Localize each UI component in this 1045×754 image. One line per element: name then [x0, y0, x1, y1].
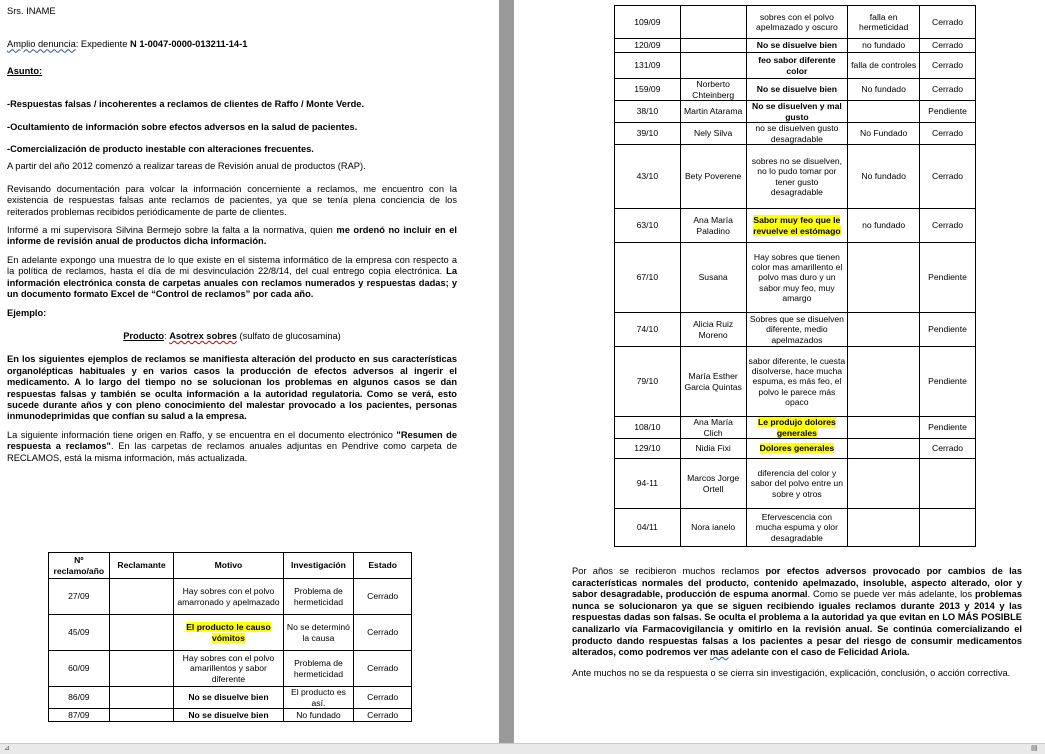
table-row: [615, 123, 976, 145]
cell-claimant: [109, 615, 174, 651]
cell-claimant: [680, 6, 746, 39]
cell-claim-number: 79/10: [615, 347, 681, 417]
cell-reason: No se disuelven y mal gusto: [746, 101, 848, 123]
header-status: Estado: [354, 553, 412, 579]
cell-claim-number: 87/09: [49, 709, 110, 722]
product-line: Producto: Asotrex sobres (sulfato de glucosamina): [123, 330, 341, 341]
paragraph-source: La siguiente información tiene origen en Raffo, y se encuentra en el documento electrónico "Resumen de respuesta a reclamos". En las carpetas de reclamos anuales adjuntas en Pendrive como carpeta de RECLAMOS, está la misma información, más actualizada.: [7, 429, 457, 463]
cell-reason: sobres no se disuelven, no lo pudo tomar por tener gusto desagradable: [746, 145, 848, 209]
cell-reason: No se disuelve bien: [174, 687, 283, 709]
cell-status: Cerrado: [920, 209, 976, 243]
cell-investigation: No fundado: [848, 79, 920, 101]
cell-claim-number: 131/09: [615, 53, 681, 79]
document-page-right: [514, 0, 1045, 743]
document-page-left: [0, 0, 499, 743]
cell-status: Cerrado: [920, 123, 976, 145]
cell-investigation: [848, 459, 920, 509]
table-row: [49, 709, 412, 722]
cell-claimant: Nora ianelo: [680, 509, 746, 547]
cell-claim-number: 43/10: [615, 145, 681, 209]
cell-status: [920, 459, 976, 509]
cell-claimant: [109, 651, 174, 687]
cell-claimant: Nidia Fixi: [680, 439, 746, 459]
subject-bullet-2: -Ocultamiento de información sobre efectos adversos en la salud de pacientes.: [7, 121, 358, 132]
cell-claim-number: 67/10: [615, 243, 681, 313]
cell-investigation: Problema de hermeticidad: [283, 651, 354, 687]
cell-claimant: Ana María Paladino: [680, 209, 746, 243]
cell-investigation: [848, 439, 920, 459]
cell-investigation: [848, 347, 920, 417]
cell-investigation: No se determinó la causa: [283, 615, 354, 651]
header-investigation: Investigación: [283, 553, 354, 579]
cell-status: [920, 509, 976, 547]
table-header-row: [49, 553, 412, 579]
page-gutter: [499, 0, 514, 743]
cell-status: Cerrado: [354, 709, 412, 722]
cell-investigation: [848, 101, 920, 123]
cell-claimant: [109, 579, 174, 615]
cell-claim-number: 27/09: [49, 579, 110, 615]
cell-status: Pendiente: [920, 313, 976, 347]
table-row: [615, 313, 976, 347]
cell-claimant: [109, 687, 174, 709]
cell-investigation: [848, 243, 920, 313]
paragraph-evidence: En adelante expongo una muestra de lo que existe en el sistema informático de la empresa con respecto a la política de reclamos, hasta el día de mi desvinculación 22/8/14, del cual entrego copia electrónica. La información electrónica consta de carpetas anuales con reclamos numerados y respuestas dadas; y un documento formato Excel de “Control de reclamos” por cada año.: [7, 254, 457, 300]
table-row: [615, 101, 976, 123]
paragraph-conclusion: Ante muchos no se da respuesta o se cierra sin investigación, explicación, conclusión, o acción correctiva.: [572, 667, 1011, 678]
cell-claimant: Bety Poverene: [680, 145, 746, 209]
table-row: [615, 347, 976, 417]
claims-table-part-1: [48, 552, 412, 722]
cell-reason: Hay sobres con el polvo amarronado y apelmazado: [174, 579, 283, 615]
cell-status: Cerrado: [354, 651, 412, 687]
cell-reason: feo sabor diferente color: [746, 53, 848, 79]
table-row: [615, 79, 976, 101]
table-row: [49, 579, 412, 615]
cell-reason: No se disuelve bien: [746, 39, 848, 53]
paragraph-summary: Por años se recibieron muchos reclamos por efectos adversos provocado por cambios de las características normales del producto, contenido apelmazado, insoluble, aspecto alterado, olor y sabor desagradable, producción de espuma anormal. Como se puede ver más adelante, los problemas nunca se solucionaron ya que se siguen recibiendo iguales reclamos durante 2013 y 2014 y las respuestas dadas son falsas. Se oculta el problema a la autoridad ya que evitan en LO MÁS POSIBLE canalizarlo vía Farmacovigilancia y omitirlo en la revisión anual. Se continúa comercializando el producto dando respuestas falsas a los pacientes a pesar del riesgo de consumir medicamentos alterados, como podremos ver mas adelante con el caso de Felicidad Ariola.: [572, 566, 1022, 658]
reference-file: N 1-0047-0000-013211-14-1: [130, 39, 248, 50]
cell-status: Pendiente: [920, 101, 976, 123]
cell-status: Cerrado: [920, 145, 976, 209]
header-claim-number: Nº reclamo/año: [49, 553, 110, 579]
cell-claim-number: 74/10: [615, 313, 681, 347]
cell-status: Pendiente: [920, 243, 976, 313]
cell-claimant: María Esther Garcia Quintas: [680, 347, 746, 417]
cell-claim-number: 38/10: [615, 101, 681, 123]
claims-table-part-2: [614, 5, 976, 547]
cell-claimant: Marcos Jorge Ortell: [680, 459, 746, 509]
cell-reason: El producto le causo vómitos: [174, 615, 283, 651]
cell-claim-number: 129/10: [615, 439, 681, 459]
view-layout-icon[interactable]: ▤: [1031, 745, 1038, 752]
cell-reason: Hay sobres que tienen color mas amarillento el polvo mas duro y un sabor muy feo, muy amargo: [746, 243, 848, 313]
resize-grip-icon: ⊿: [4, 745, 10, 752]
table-row: [49, 687, 412, 709]
cell-reason: Dolores generales: [746, 439, 848, 459]
reference-mid: : Expediente: [75, 39, 131, 50]
subject-bullet-3: -Comercialización de producto inestable con alteraciones frecuentes.: [7, 144, 314, 155]
header-claimant: Reclamante: [109, 553, 174, 579]
table-row: [615, 509, 976, 547]
cell-reason: diferencia del color y sabor del polvo entre un sobre y otros: [746, 459, 848, 509]
cell-reason: Le produjo dolores generales: [746, 417, 848, 439]
closing-text: [572, 566, 1022, 688]
cell-status: Cerrado: [354, 579, 412, 615]
cell-investigation: No Fundado: [848, 123, 920, 145]
table-row: [615, 6, 976, 39]
cell-claim-number: 86/09: [49, 687, 110, 709]
subject-label: Asunto:: [7, 65, 43, 76]
cell-claim-number: 120/09: [615, 39, 681, 53]
cell-status: Cerrado: [920, 53, 976, 79]
paragraph-review: Revisando documentación para volcar la información concerniente a reclamos, me encuentro con la existencia de respuestas falsas ante reclamos de pacientes, ya que se tenía plena conciencia de los reiterados problemas recibidos periódicamente de parte de clientes.: [7, 183, 457, 217]
status-bar: [0, 743, 1045, 754]
cell-claim-number: 45/09: [49, 615, 110, 651]
paragraph-supervisor: Informé a mi supervisora Silvina Bermejo sobre la falta a la normativa, quien me ordenó no incluir en el informe de revisión anual de productos dicha información.: [7, 225, 457, 247]
cell-status: Pendiente: [920, 417, 976, 439]
cell-claim-number: 109/09: [615, 6, 681, 39]
cell-claim-number: 108/10: [615, 417, 681, 439]
cell-claim-number: 39/10: [615, 123, 681, 145]
example-label: Ejemplo:: [7, 307, 47, 318]
addressee: Srs. INAME: [7, 6, 56, 16]
cell-investigation: [848, 313, 920, 347]
cell-investigation: No fundado: [283, 709, 354, 722]
paragraph-rap: A partir del año 2012 comenzó a realizar tareas de Revisión anual de productos (RAP).: [7, 161, 366, 172]
cell-reason: Efervescencia con mucha espuma y olor desagradable: [746, 509, 848, 547]
cell-reason: No se disuelve bien: [174, 709, 283, 722]
cell-claim-number: 04/11: [615, 509, 681, 547]
cell-status: Cerrado: [354, 615, 412, 651]
cell-investigation: [848, 417, 920, 439]
letter-body: [7, 6, 457, 471]
cell-status: Cerrado: [920, 39, 976, 53]
cell-investigation: El producto es así.: [283, 687, 354, 709]
paragraph-examples: En los siguientes ejemplos de reclamos se manifiesta alteración del producto en sus características organolépticas habituales y en varios casos la producción de efectos adversos al ingerir el medicamento. A lo largo del tiempo no se solucionan los problemas en algunos casos se dan respuestas falsas y también se oculta información a la autoridad regulatoria. Como se verá, esto sucede durante años y con pleno conocimiento del malestar provocado a los pacientes, personas inmunodeprimidas que confían su salud a la empresa.: [7, 354, 457, 422]
cell-investigation: no fundado: [848, 209, 920, 243]
reference-line: [7, 39, 457, 50]
cell-status: Pendiente: [920, 347, 976, 417]
table-row: [615, 39, 976, 53]
cell-reason: sabor diferente, le cuesta disolverse, hace mucha espuma, es más feo, el polvo le parece más opaco: [746, 347, 848, 417]
cell-reason: Sobres que se disuelven diferente, medio apelmazados: [746, 313, 848, 347]
header-reason: Motivo: [174, 553, 283, 579]
cell-claimant: Ana María Clich: [680, 417, 746, 439]
cell-investigation: Problema de hermeticidad: [283, 579, 354, 615]
cell-claimant: [680, 53, 746, 79]
table-row: [615, 417, 976, 439]
cell-claim-number: 94-11: [615, 459, 681, 509]
cell-claimant: Alicia Ruiz Moreno: [680, 313, 746, 347]
table-row: [615, 145, 976, 209]
reference-prefix: Amplio denuncia: [7, 39, 76, 50]
subject-bullet-1: -Respuestas falsas / incoherentes a reclamos de clientes de Raffo / Monte Verde.: [7, 99, 365, 110]
cell-investigation: falla de controles: [848, 53, 920, 79]
cell-reason: no se disuelven gusto desagradable: [746, 123, 848, 145]
cell-reason: Hay sobres con el polvo amarillentos y sabor diferente: [174, 651, 283, 687]
cell-claimant: Martin Atarama: [680, 101, 746, 123]
table-row: [49, 615, 412, 651]
table-body-left: [49, 579, 412, 722]
cell-claimant: [680, 39, 746, 53]
table-row: [615, 439, 976, 459]
table-row: [49, 651, 412, 687]
cell-investigation: [848, 509, 920, 547]
cell-claimant: [109, 709, 174, 722]
cell-status: Cerrado: [920, 79, 976, 101]
table-row: [615, 209, 976, 243]
cell-claimant: Norberto Chteinberg: [680, 79, 746, 101]
cell-claim-number: 60/09: [49, 651, 110, 687]
cell-investigation: No fundado: [848, 145, 920, 209]
table-body-right: [615, 6, 976, 547]
table-row: [615, 459, 976, 509]
cell-investigation: no fundado: [848, 39, 920, 53]
table-row: [615, 53, 976, 79]
cell-status: Cerrado: [920, 6, 976, 39]
cell-claim-number: 159/09: [615, 79, 681, 101]
cell-claimant: Susana: [680, 243, 746, 313]
cell-reason: No se disuelve bien: [746, 79, 848, 101]
table-row: [615, 243, 976, 313]
cell-claimant: Nely Silva: [680, 123, 746, 145]
cell-reason: sobres con el polvo apelmazado y oscuro: [746, 6, 848, 39]
cell-status: Cerrado: [920, 439, 976, 459]
cell-reason: Sabor muy feo que le revuelve el estómago: [746, 209, 848, 243]
cell-investigation: falla en hermeticidad: [848, 6, 920, 39]
cell-claim-number: 63/10: [615, 209, 681, 243]
cell-status: Cerrado: [354, 687, 412, 709]
